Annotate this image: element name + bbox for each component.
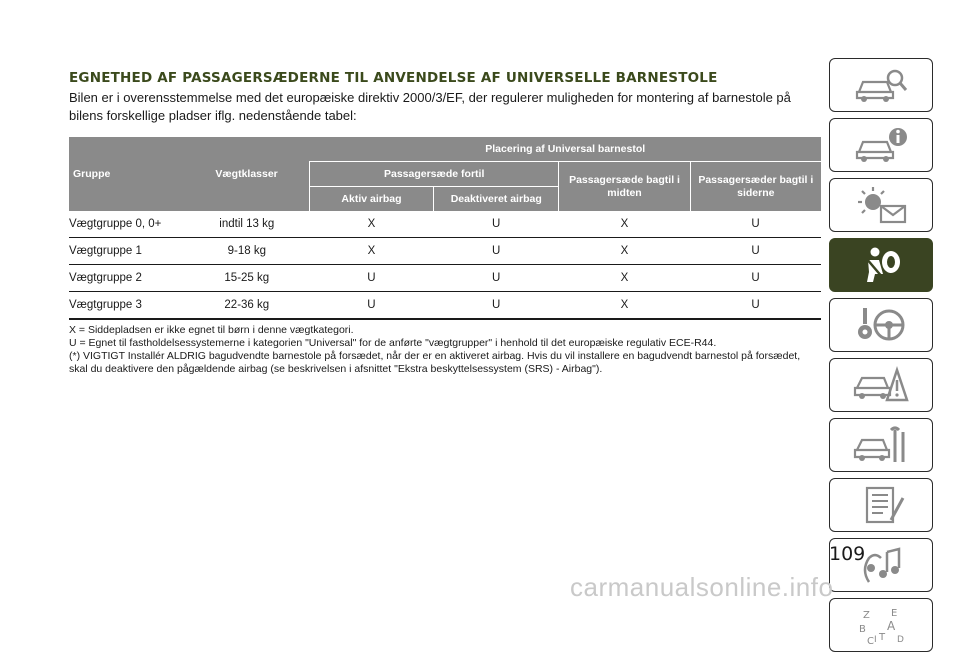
cell-rear-sides: U bbox=[690, 265, 821, 292]
cell-active-airbag: X bbox=[309, 238, 433, 265]
tab-car-info[interactable] bbox=[829, 118, 933, 172]
tab-index[interactable] bbox=[829, 598, 933, 652]
cell-active-airbag: U bbox=[309, 265, 433, 292]
key-steering-wheel-icon bbox=[853, 304, 909, 346]
cell-rear-center: X bbox=[559, 265, 690, 292]
index-letter: Z bbox=[863, 610, 870, 621]
cell-weight: indtil 13 kg bbox=[184, 211, 309, 238]
table-row bbox=[69, 211, 821, 238]
note-warning: (*) VIGTIGT Installér ALDRIG bagudvendte barnestole på forsædet, når der er en aktiveret airbag. Hvis du vil installere en bagudvendt barnestol på forsædet, skal du deaktivere den pågældende airbag (se beskrivelsen i afsnittet "Ekstra beskyttelsessystem (SRS) - Airbag"). bbox=[69, 350, 801, 375]
cell-rear-sides: U bbox=[690, 238, 821, 265]
car-maintenance-tools-icon bbox=[853, 424, 909, 466]
chapter-sidebar bbox=[829, 58, 935, 658]
cell-deactivated-airbag: U bbox=[433, 265, 558, 292]
index-letter: B bbox=[859, 624, 866, 635]
note-x: X = Siddepladsen er ikke egnet til børn i denne vægtkategori. bbox=[69, 324, 354, 336]
table-row bbox=[69, 292, 821, 320]
header-active-airbag: Aktiv airbag bbox=[309, 187, 433, 212]
specifications-list-icon bbox=[853, 484, 909, 526]
cell-group: Vægtgruppe 0, 0+ bbox=[69, 211, 184, 238]
tab-key-steering[interactable] bbox=[829, 298, 933, 352]
header-rear-center: Passagersæde bagtil i midten bbox=[559, 162, 690, 212]
index-letter: C bbox=[867, 636, 874, 646]
tab-warning-lights[interactable] bbox=[829, 178, 933, 232]
cell-rear-center: X bbox=[559, 238, 690, 265]
header-weight: Vægtklasser bbox=[184, 137, 309, 211]
header-rear-sides: Passagersæder bagtil i siderne bbox=[690, 162, 821, 212]
index-letter: E bbox=[891, 608, 898, 619]
index-letter: D bbox=[897, 635, 904, 645]
header-front-passenger: Passagersæde fortil bbox=[309, 162, 559, 187]
cell-rear-sides: U bbox=[690, 292, 821, 320]
table-row bbox=[69, 238, 821, 265]
index-letter: T bbox=[879, 632, 886, 643]
header-placement: Placering af Universal barnestol bbox=[309, 137, 821, 162]
watermark: carmanualsonline.info bbox=[570, 572, 834, 602]
intro-paragraph: Bilen er i overensstemmelse med det europæiske direktiv 2000/3/EF, der regulerer muligheden for montering af barnestole på bilens forskellige pladser iflg. nedenstående tabel: bbox=[69, 90, 791, 123]
alphabetical-index-icon bbox=[853, 604, 909, 646]
table-notes bbox=[69, 324, 821, 376]
car-search-icon bbox=[853, 64, 909, 106]
index-letter: I bbox=[874, 635, 877, 645]
tab-breakdown[interactable] bbox=[829, 358, 933, 412]
note-u: U = Egnet til fastholdelsessystemerne i kategorien "Universal" for de anførte "vægtgrupper" i henhold til det europæiske regulativ ECE-R44. bbox=[69, 337, 717, 349]
cell-deactivated-airbag: U bbox=[433, 211, 558, 238]
cell-rear-center: X bbox=[559, 292, 690, 320]
header-group: Gruppe bbox=[69, 137, 184, 211]
cell-rear-sides: U bbox=[690, 211, 821, 238]
cell-group: Vægtgruppe 2 bbox=[69, 265, 184, 292]
airbag-seatbelt-icon bbox=[853, 244, 909, 286]
breakdown-warning-triangle-icon bbox=[853, 364, 909, 406]
page-number: 109 bbox=[829, 543, 866, 565]
cell-deactivated-airbag: U bbox=[433, 292, 558, 320]
cell-group: Vægtgruppe 3 bbox=[69, 292, 184, 320]
tab-airbag-seatbelt[interactable] bbox=[829, 238, 933, 292]
document-content bbox=[69, 70, 821, 376]
index-letter: A bbox=[887, 619, 896, 633]
cell-group: Vægtgruppe 1 bbox=[69, 238, 184, 265]
car-info-icon bbox=[853, 124, 909, 166]
cell-weight: 22-36 kg bbox=[184, 292, 309, 320]
tab-specifications[interactable] bbox=[829, 478, 933, 532]
cell-deactivated-airbag: U bbox=[433, 238, 558, 265]
cell-rear-center: X bbox=[559, 211, 690, 238]
table-row bbox=[69, 265, 821, 292]
cell-active-airbag: X bbox=[309, 211, 433, 238]
cell-active-airbag: U bbox=[309, 292, 433, 320]
section-heading: EGNETHED AF PASSAGERSÆDERNE TIL ANVENDELSE AF UNIVERSELLE BARNESTOLE bbox=[69, 70, 718, 86]
warning-lights-message-icon bbox=[853, 184, 909, 226]
cell-weight: 9-18 kg bbox=[184, 238, 309, 265]
header-deactivated-airbag: Deaktiveret airbag bbox=[433, 187, 558, 212]
tab-maintenance[interactable] bbox=[829, 418, 933, 472]
tab-car-search[interactable] bbox=[829, 58, 933, 112]
cell-weight: 15-25 kg bbox=[184, 265, 309, 292]
child-seat-table bbox=[69, 137, 821, 320]
